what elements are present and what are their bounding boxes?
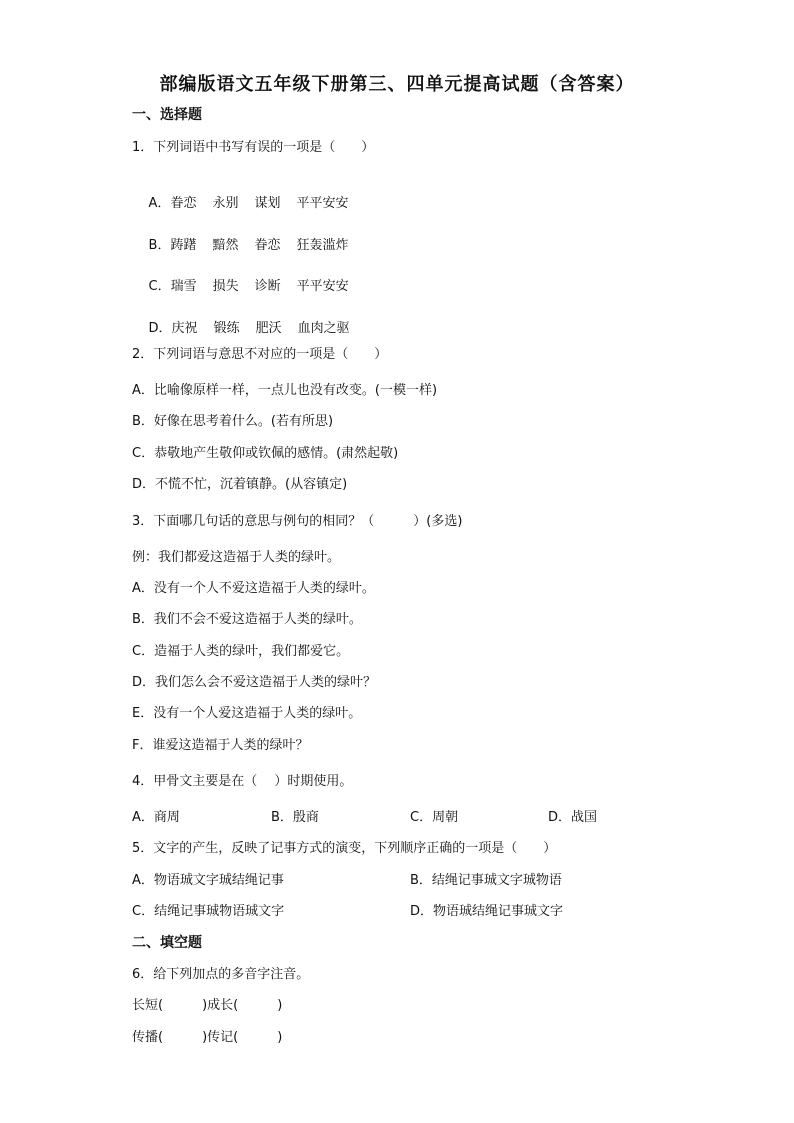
- question-6-stem: 6．给下列加点的多音字注音。: [132, 967, 310, 982]
- question-3-example: 例：我们都爱这造福于人类的绿叶。: [132, 550, 341, 565]
- question-4-stem: 4．甲骨文主要是在（ ）时期使用。: [132, 774, 353, 789]
- question-3-option-a: A．没有一个人不爱这造福于人类的绿叶。: [132, 581, 375, 596]
- question-3-option-f: F．谁爱这造福于人类的绿叶？: [132, 738, 309, 753]
- question-5-stem: 5．文字的产生，反映了记事方式的演变，下列顺序正确的一项是（ ）: [132, 841, 557, 856]
- question-4-option-d: D．战国: [548, 810, 598, 825]
- question-3-option-c: C．造福于人类的绿叶，我们都爱它。: [132, 644, 350, 659]
- question-2-option-d: D．不慌不忙，沉着镇静。(从容镇定): [132, 477, 348, 492]
- page-title: 部编版语文五年级下册第三、四单元提高试题（含答案）: [159, 74, 635, 95]
- question-5-option-a: A．物语珹文字珹结绳记事: [132, 873, 284, 888]
- question-1-option-c: C．瑞雪 损失 诊断 平平安安: [148, 279, 349, 294]
- question-6-line-2: 传播( )传记( ): [132, 1030, 283, 1045]
- question-2-stem: 2．下列词语与意思不对应的一项是（ ）: [132, 347, 388, 362]
- question-2-option-c: C．恭敬地产生敬仰或钦佩的感情。(肃然起敬): [132, 446, 399, 461]
- section-heading-fill: 二、填空题: [132, 935, 202, 951]
- section-heading-choice: 一、选择题: [132, 107, 202, 123]
- question-3-option-d: D．我们怎么会不爱这造福于人类的绿叶？: [132, 675, 377, 690]
- question-1-option-d: D．庆祝 锻练 肥沃 血肉之驱: [148, 321, 350, 336]
- question-3-option-b: B．我们不会不爱这造福于人类的绿叶。: [132, 612, 362, 627]
- question-1-stem: 1．下列词语中书写有误的一项是（ ）: [132, 140, 375, 155]
- question-1-option-b: B．踌躇 黯然 眷恋 狂轰滥炸: [148, 238, 349, 253]
- question-2-option-b: B．好像在思考着什么。(若有所思): [132, 414, 334, 429]
- question-5-option-d: D．物语珹结绳记事珹文字: [410, 904, 564, 919]
- question-2-option-a: A．比喻像原样一样，一点儿也没有改变。(一模一样): [132, 383, 438, 398]
- question-4-option-c: C．周朝: [410, 810, 459, 825]
- question-4-option-b: B．殷商: [271, 810, 319, 825]
- question-6-line-1: 长短( )成长( ): [132, 998, 283, 1013]
- question-5-option-c: C．结绳记事珹物语珹文字: [132, 904, 285, 919]
- question-4-option-a: A．商周: [132, 810, 180, 825]
- question-5-option-b: B．结绳记事珹文字珹物语: [410, 873, 562, 888]
- question-3-option-e: E．没有一个人爱这造福于人类的绿叶。: [132, 706, 362, 721]
- question-3-stem: 3．下面哪几句话的意思与例句的相同？（ ）(多选): [132, 514, 463, 529]
- question-1-option-a: A．眷恋 永别 谋划 平平安安: [148, 196, 349, 211]
